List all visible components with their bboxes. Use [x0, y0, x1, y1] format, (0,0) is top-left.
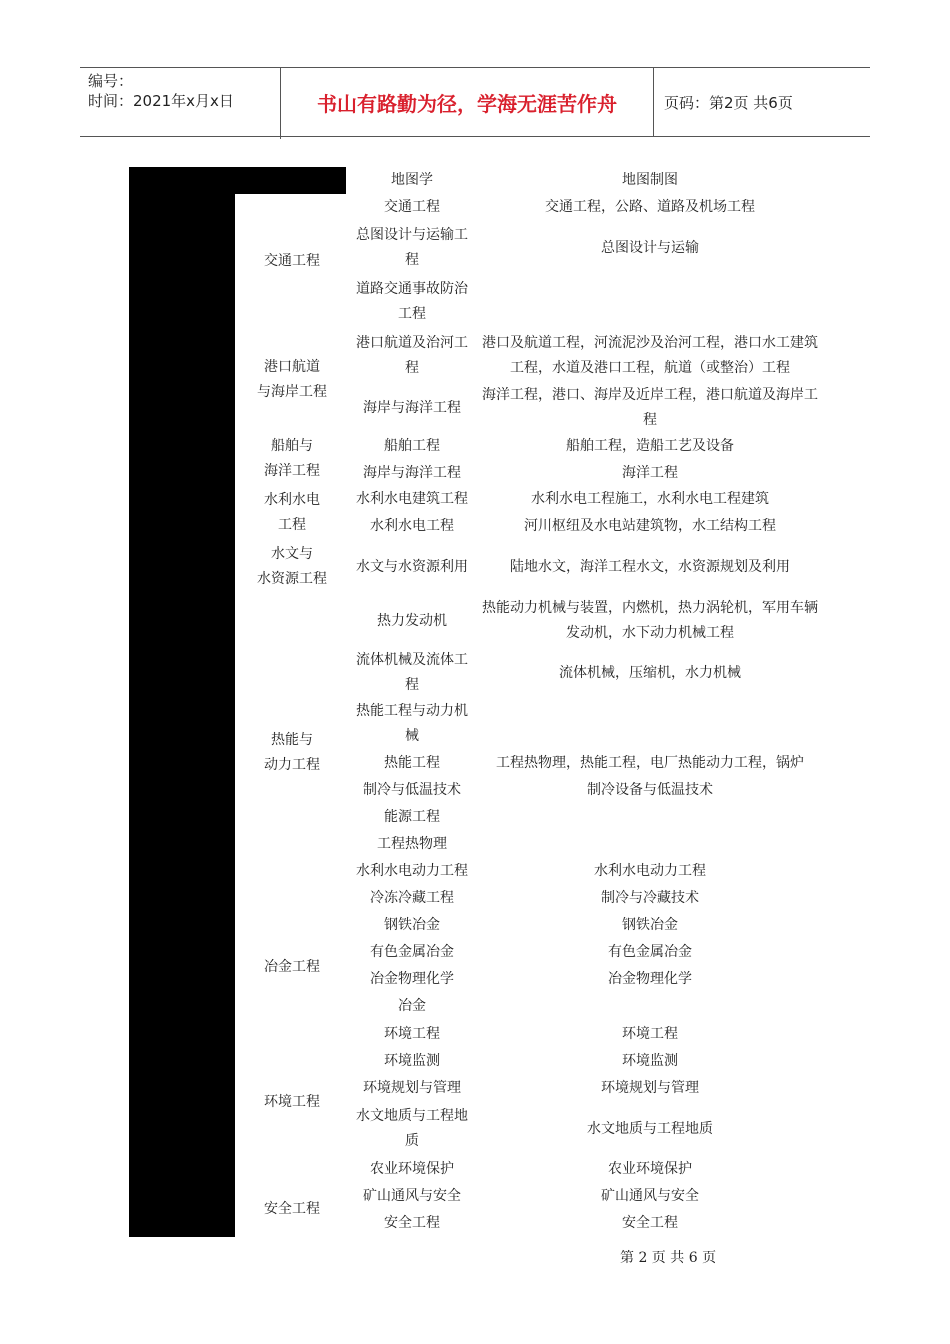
old-major-cell: 水文地质与工程地质	[587, 1120, 713, 1137]
old-major-cell: 冶金物理化学	[608, 971, 692, 987]
major-name-cell: 能源工程	[384, 809, 440, 825]
old-major-cell: 水利水电工程施工，水利水电工程建筑	[531, 491, 769, 507]
old-major-cell: 环境工程	[622, 1026, 678, 1042]
category-cell	[238, 432, 346, 486]
major-name-cell: 热力发动机	[377, 612, 447, 629]
category-cell	[238, 1022, 346, 1182]
major-name-cell: 钢铁冶金	[384, 917, 440, 933]
old-major-cell: 有色金属冶金	[608, 944, 692, 960]
old-major-cell: 陆地水文，海洋工程水文，水资源规划及利用	[510, 558, 790, 575]
old-major-cell	[480, 275, 820, 329]
old-major-cell: 环境规划与管理	[601, 1080, 699, 1096]
old-major-cell: 制冷设备与低温技术	[587, 782, 713, 798]
major-name-cell: 总图设计与运输工程	[356, 227, 468, 268]
major-name-cell: 环境工程	[384, 1026, 440, 1042]
old-major-cell: 环境监测	[622, 1053, 678, 1069]
major-name-cell: 水文与水资源利用	[356, 558, 468, 575]
category-cell	[238, 328, 346, 432]
time-label: 时间：2021年x月x日	[88, 92, 234, 110]
category-cell	[238, 540, 346, 594]
old-major-cell: 矿山通风与安全	[601, 1188, 699, 1204]
old-major-cell: 水利水电动力工程	[594, 863, 706, 879]
category-label: 环境工程	[264, 1093, 320, 1110]
old-major-cell: 总图设计与运输	[601, 239, 699, 256]
old-major-cell: 船舶工程，造船工艺及设备	[566, 438, 734, 454]
page-header	[80, 67, 870, 137]
major-name-cell: 港口航道及治河工程	[356, 335, 468, 376]
major-name-cell: 环境监测	[384, 1053, 440, 1069]
major-name-cell: 冶金	[398, 998, 426, 1014]
major-name-cell: 船舶工程	[384, 438, 440, 454]
header-motto: 书山有路勤为径，学海无涯苦作舟	[281, 68, 654, 136]
major-name-cell: 水利水电建筑工程	[356, 491, 468, 507]
major-name-cell: 交通工程	[384, 199, 440, 215]
category-label: 水文与 水资源工程	[257, 546, 327, 587]
old-major-cell: 钢铁冶金	[622, 917, 678, 933]
page-footer: 第 2 页 共 6 页	[620, 1250, 717, 1266]
old-major-cell: 河川枢纽及水电站建筑物，水工结构工程	[524, 518, 776, 534]
category-cell	[238, 912, 346, 1022]
major-name-cell: 冷冻冷藏工程	[370, 890, 454, 906]
major-name-cell: 制冷与低温技术	[363, 782, 461, 798]
old-major-cell: 流体机械，压缩机，水力机械	[559, 664, 741, 681]
major-name-cell: 海岸与海洋工程	[363, 464, 461, 481]
old-major-cell: 农业环境保护	[608, 1161, 692, 1177]
code-label: 编号：	[88, 72, 134, 90]
major-name-cell: 海岸与海洋工程	[363, 399, 461, 416]
redacted-column	[129, 167, 235, 1237]
old-major-cell: 港口及航道工程，河流泥沙及治河工程，港口水工建筑工程，水道及港口工程，航道（或整治）工程	[482, 335, 818, 376]
old-major-cell: 工程热物理，热能工程，电厂热能动力工程，锅炉	[496, 755, 804, 771]
category-label: 港口航道 与海岸工程	[257, 359, 327, 400]
category-label: 水利水电 工程	[264, 492, 320, 533]
header-meta	[80, 68, 281, 139]
major-name-cell: 水文地质与工程地质	[356, 1108, 468, 1149]
major-name-cell: 流体机械及流体工程	[356, 652, 468, 693]
major-name-cell: 矿山通风与安全	[363, 1188, 461, 1204]
major-name-cell: 安全工程	[384, 1215, 440, 1231]
old-major-cell: 地图制图	[622, 172, 678, 188]
category-label: 安全工程	[264, 1200, 320, 1217]
category-label: 交通工程	[264, 252, 320, 269]
major-name-cell: 热能工程	[384, 755, 440, 771]
major-name-cell: 有色金属冶金	[370, 944, 454, 960]
category-cell	[238, 486, 346, 540]
major-name-cell: 环境规划与管理	[363, 1080, 461, 1096]
old-major-cell	[480, 831, 820, 858]
old-major-cell: 交通工程，公路、道路及机场工程	[545, 199, 755, 215]
category-cell	[238, 594, 346, 912]
major-name-cell: 水利水电工程	[370, 518, 454, 534]
old-major-cell: 安全工程	[622, 1215, 678, 1231]
header-page-number: 页码：第2页 共6页	[664, 93, 793, 112]
major-name-cell: 工程热物理	[377, 836, 447, 852]
redacted-header-cell	[235, 167, 346, 194]
major-name-cell: 水利水电动力工程	[356, 863, 468, 879]
old-major-cell: 热能动力机械与装置，内燃机，热力涡轮机，军用车辆发动机，水下动力机械工程	[482, 600, 818, 641]
old-major-cell: 海洋工程，港口、海岸及近岸工程，港口航道及海岸工程	[482, 387, 818, 428]
category-cell	[238, 1182, 346, 1236]
old-major-cell: 海洋工程	[622, 464, 678, 481]
category-cell	[238, 194, 346, 328]
major-name-cell: 地图学	[391, 172, 433, 188]
major-name-cell: 冶金物理化学	[370, 971, 454, 987]
old-major-cell: 制冷与冷藏技术	[601, 890, 699, 906]
category-label: 船舶与 海洋工程	[264, 438, 320, 479]
old-major-cell	[480, 698, 820, 750]
old-major-cell	[480, 804, 820, 831]
old-major-cell	[480, 993, 820, 1020]
major-name-cell: 热能工程与动力机械	[356, 703, 468, 744]
major-name-cell: 道路交通事故防治工程	[356, 281, 468, 322]
major-name-cell: 农业环境保护	[370, 1161, 454, 1177]
category-label: 冶金工程	[264, 958, 320, 975]
category-label: 热能与 动力工程	[264, 732, 320, 773]
